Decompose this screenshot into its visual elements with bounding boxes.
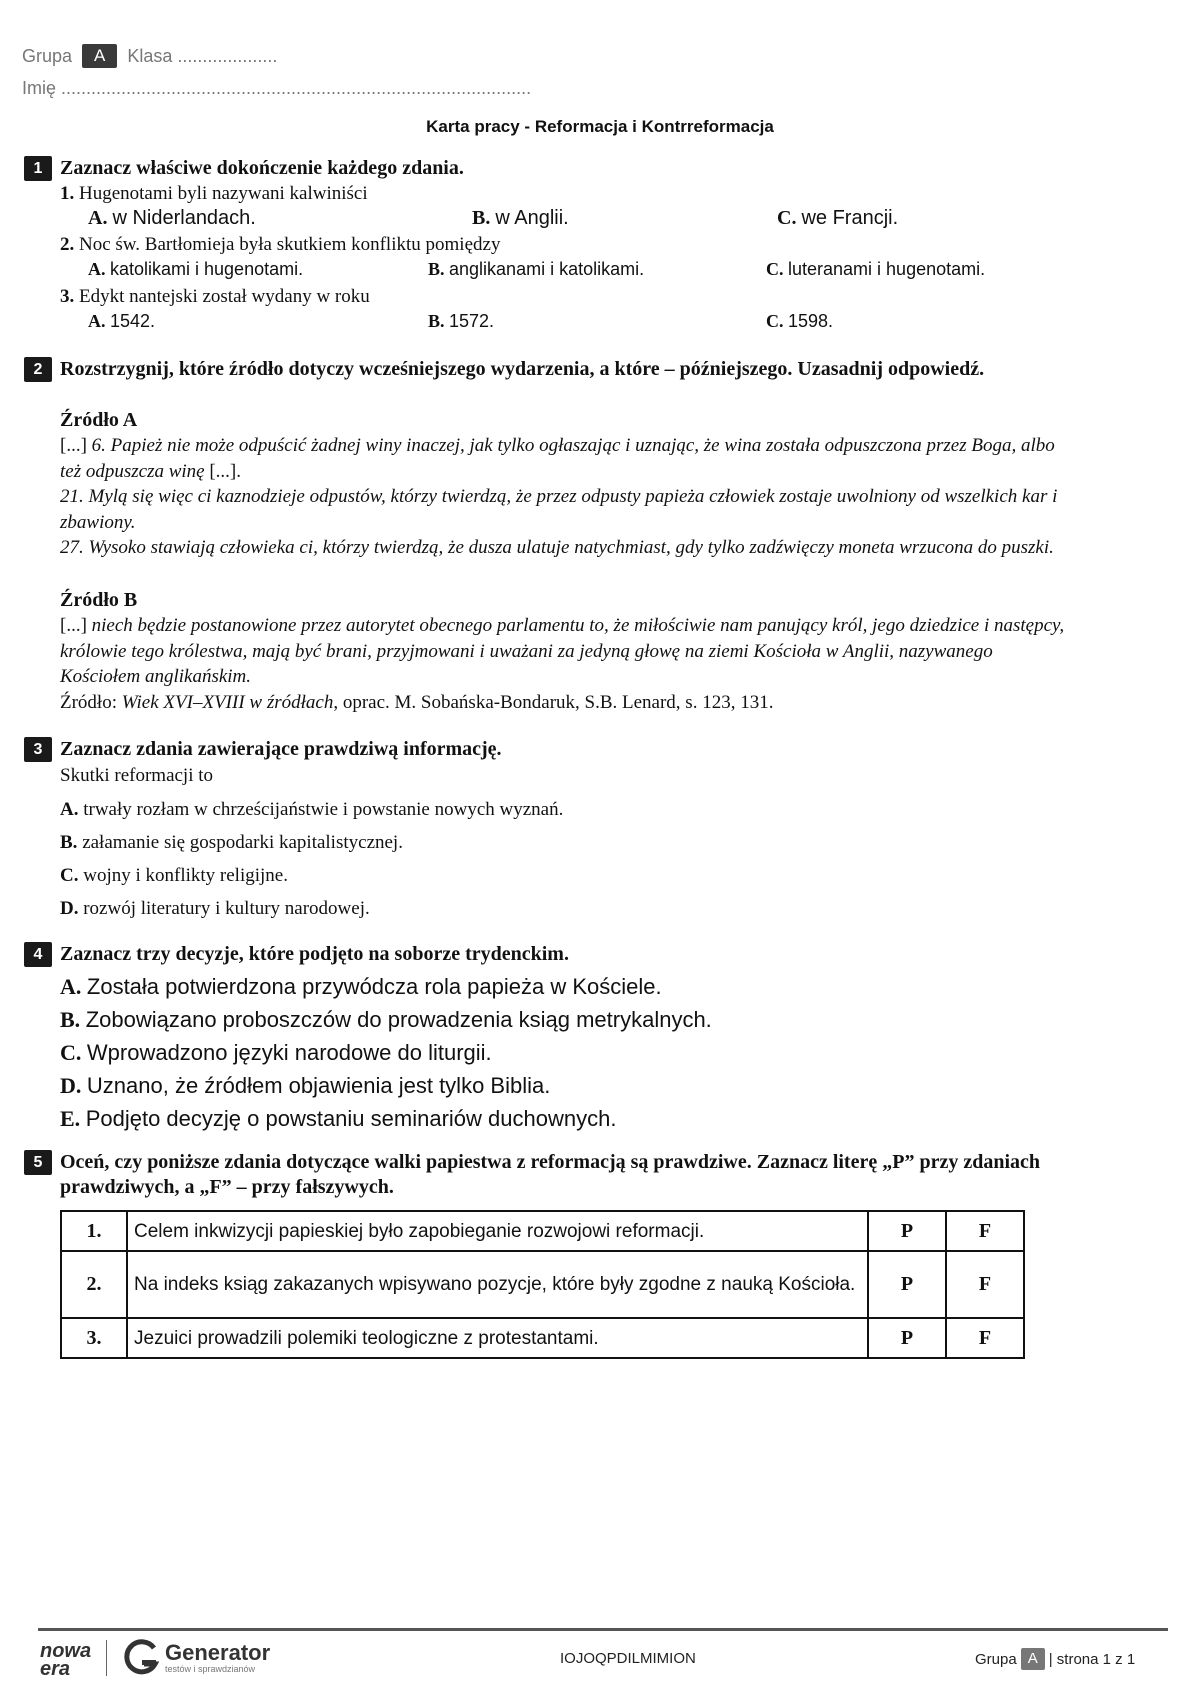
logo-separator	[106, 1640, 107, 1676]
footer-group-label: Grupa	[975, 1650, 1017, 1668]
row-statement: Na indeks ksiąg zakazanych wpisywano pozycje, które były zgodne z nauką Kościoła.	[127, 1251, 868, 1318]
page-number: | strona 1 z 1	[1048, 1650, 1136, 1668]
q1-item-1-option-b[interactable]: B. w Anglii.	[472, 207, 569, 229]
footer-divider	[38, 1628, 1168, 1631]
question-number-5: 5	[24, 1150, 52, 1175]
q1-item-2-option-b[interactable]: B. anglikanami i katolikami.	[428, 259, 645, 279]
footer-page-info	[975, 1648, 1135, 1670]
q1-item-3-option-a[interactable]: A. 1542.	[88, 311, 156, 331]
row-number: 1.	[61, 1211, 127, 1251]
q1-item-1-option-a[interactable]: A. w Niderlandach.	[88, 207, 256, 229]
question-4-text: Zaznacz trzy decyzje, które podjęto na soborze trydenckim.	[60, 943, 569, 965]
option-f[interactable]: F	[946, 1318, 1024, 1358]
source-a-title: Źródło A	[60, 409, 138, 431]
source-b-title: Źródło B	[60, 589, 138, 611]
table-row	[61, 1318, 1024, 1358]
row-statement: Celem inkwizycji papieskiej było zapobieganie rozwojowi reformacji.	[127, 1211, 868, 1251]
q3-option-a[interactable]: A. trwały rozłam w chrześcijaństwie i powstanie nowych wyznań.	[60, 799, 564, 820]
q1-item-3	[60, 284, 370, 309]
question-3-text: Zaznacz zdania zawierające prawdziwą informację.	[60, 738, 502, 760]
source-a-text: [...] 6. Papież nie może odpuścić żadnej winy inaczej, jak tylko ogłaszając i uznając, że wina została odpuszczona przez Boga, albo też odpuszcza winę [...]. 21. Mylą się więc ci kaznodzieje odpustów, którzy twierdzą, że przez odpusty papieża człowiek zostaje uwolniony od wszelkich kar i zbawiony. 27. Wysoko stawiają człowieka ci, którzy twierdzą, że dusza ulatuje natychmiast, gdy tylko zadźwięczy moneta wrzucona do puszki.	[60, 435, 1058, 558]
group-row	[22, 40, 531, 72]
q1-item-3-option-b[interactable]: B. 1572.	[428, 311, 495, 331]
option-f[interactable]: F	[946, 1211, 1024, 1251]
name-row	[22, 72, 531, 104]
header	[22, 40, 531, 104]
option-p[interactable]: P	[868, 1318, 946, 1358]
q3-option-d[interactable]: D. rozwój literatury i kultury narodowej.	[60, 898, 370, 919]
q1-item-2-num: 2.	[60, 234, 75, 255]
footer-group-badge: A	[1021, 1648, 1045, 1670]
document-code: IOJOQPDILMIMION	[560, 1650, 696, 1667]
row-number: 3.	[61, 1318, 127, 1358]
question-number-4: 4	[24, 942, 52, 967]
name-label: Imię ..............................................................................................	[22, 77, 532, 98]
question-number-1: 1	[24, 156, 52, 181]
question-1-text: Zaznacz właściwe dokończenie każdego zdania.	[60, 157, 464, 179]
q1-item-3-stem: Edykt nantejski został wydany w roku	[79, 286, 370, 307]
table-row	[61, 1251, 1024, 1318]
question-2-text: Rozstrzygnij, które źródło dotyczy wcześniejszego wydarzenia, a które – późniejszego. Uzasadnij odpowiedź.	[60, 358, 985, 380]
question-number-2: 2	[24, 357, 52, 382]
group-badge: A	[82, 44, 117, 68]
q4-option-a[interactable]: A. Została potwierdzona przywódcza rola papieża w Kościele.	[60, 974, 662, 999]
q3-stem: Skutki reformacji to	[60, 765, 214, 786]
q4-option-c[interactable]: C. Wprowadzono języki narodowe do liturgii.	[60, 1040, 492, 1065]
table-row	[61, 1211, 1024, 1251]
nowa-era-logo: nowa era	[40, 1640, 92, 1680]
q1-item-3-option-c[interactable]: C. 1598.	[766, 311, 834, 331]
group-label: Grupa	[22, 45, 73, 66]
citation: Źródło: Wiek XVI–XVIII w źródłach, oprac. M. Sobańska-Bondaruk, S.B. Lenard, s. 123, 131.	[60, 691, 774, 713]
q4-option-b[interactable]: B. Zobowiązano proboszczów do prowadzenia ksiąg metrykalnych.	[60, 1007, 712, 1032]
q4-option-e[interactable]: E. Podjęto decyzję o powstaniu seminariów duchownych.	[60, 1106, 617, 1131]
q1-item-1-stem: Hugenotami byli nazywani kalwiniści	[79, 183, 368, 204]
option-p[interactable]: P	[868, 1251, 946, 1318]
q1-item-2-stem: Noc św. Bartłomieja była skutkiem konfliktu pomiędzy	[79, 234, 501, 255]
q3-option-b[interactable]: B. załamanie się gospodarki kapitalistycznej.	[60, 832, 403, 853]
row-number: 2.	[61, 1251, 127, 1318]
q1-item-2-option-a[interactable]: A. katolikami i hugenotami.	[88, 259, 304, 279]
class-label: Klasa ....................	[127, 45, 278, 66]
q1-item-1	[60, 181, 368, 206]
q1-item-3-num: 3.	[60, 286, 75, 307]
generator-logo-subtitle: testów i sprawdzianów	[165, 1664, 256, 1674]
q1-item-1-option-c[interactable]: C. we Francji.	[777, 207, 899, 229]
q3-option-c[interactable]: C. wojny i konflikty religijne.	[60, 865, 288, 886]
generator-g-icon	[122, 1638, 160, 1678]
q1-item-2-option-c[interactable]: C. luteranami i hugenotami.	[766, 259, 986, 279]
q1-item-1-num: 1.	[60, 183, 75, 204]
true-false-table	[60, 1210, 1025, 1359]
generator-logo-text: Generator	[165, 1640, 271, 1665]
row-statement: Jezuici prowadzili polemiki teologiczne z protestantami.	[127, 1318, 868, 1358]
question-number-3: 3	[24, 737, 52, 762]
q4-option-d[interactable]: D. Uznano, że źródłem objawienia jest tylko Biblia.	[60, 1073, 551, 1098]
source-b-text: [...] niech będzie postanowione przez autorytet obecnego parlamentu to, że miłościwie nam panujący król, jego dziedzice i następcy, królowie tego królestwa, mają być brani, przyjmowani i uważani za jedyną głowę na ziemi Kościoła w Anglii, nazywanego Kościołem anglikańskim. Źródło: Wiek XVI–XVIII w źródłach, oprac. M. Sobańska-Bondaruk, S.B. Lenard, s. 123, 131.	[60, 613, 1070, 715]
q1-item-2	[60, 232, 500, 257]
option-p[interactable]: P	[868, 1211, 946, 1251]
option-f[interactable]: F	[946, 1251, 1024, 1318]
question-5-text: Oceń, czy poniższe zdania dotyczące walki papiestwa z reformacją są prawdziwe. Zaznacz literę „P” przy zdaniach prawdziwych, a „F” – przy fałszywych.	[60, 1151, 1040, 1198]
page-title: Karta pracy - Reformacja i Kontrreformacja	[426, 117, 774, 136]
